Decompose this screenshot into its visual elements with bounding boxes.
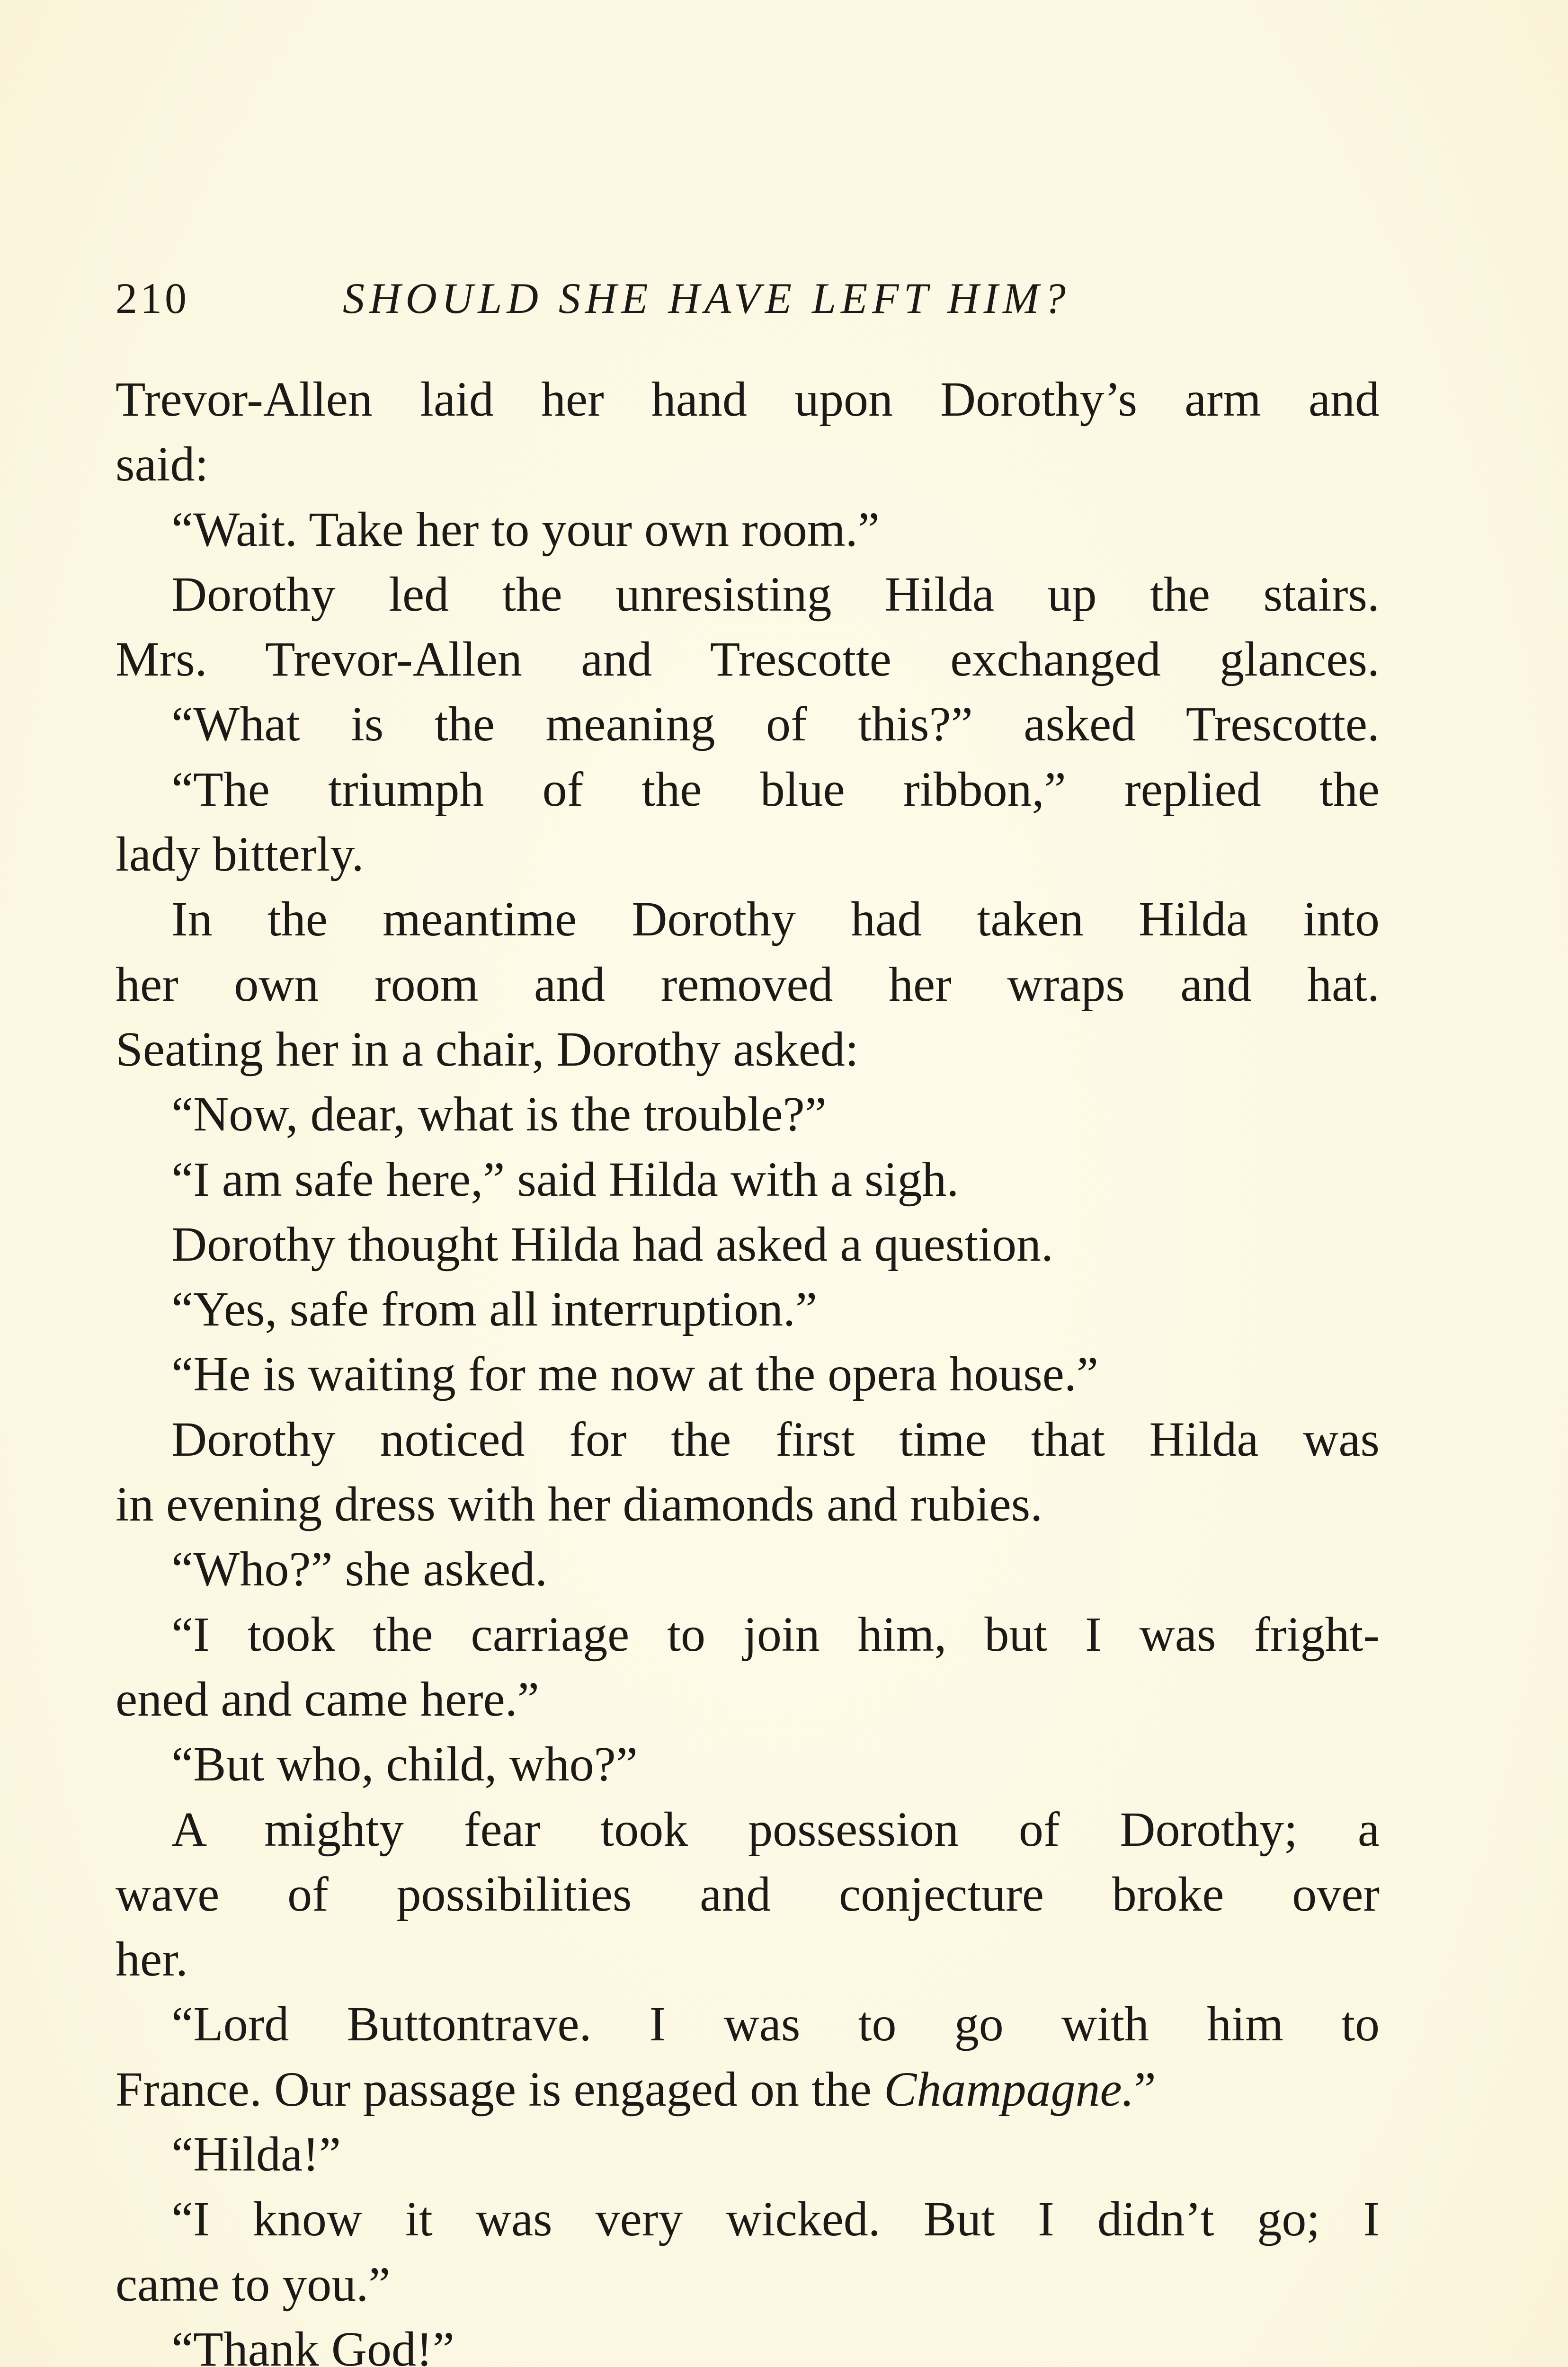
text-line: her. xyxy=(116,1932,188,1987)
text-line: lady bitterly. xyxy=(116,827,364,882)
text-fragment: France. Our passage is engaged on the xyxy=(116,2062,884,2117)
text-line: “But who, child, who?” xyxy=(171,1737,638,1792)
text-line: “Who?” she asked. xyxy=(171,1542,548,1597)
text-line: “He is waiting for me now at the opera house.” xyxy=(171,1347,1099,1402)
text-line: “What is the meaning of this?” asked Trescotte. xyxy=(171,697,1380,752)
text-line: Mrs. Trevor-Allen and Trescotte exchanged glances. xyxy=(116,632,1380,687)
text-line xyxy=(116,2057,1380,2122)
text-line: “I know it was very wicked. But I didn’t go; I xyxy=(171,2192,1380,2247)
text-line: “Lord Buttontrave. I was to go with him to xyxy=(171,1997,1380,2052)
text-line: Dorothy thought Hilda had asked a question. xyxy=(171,1217,1054,1272)
text-line: Dorothy noticed for the first time that Hilda was xyxy=(171,1412,1380,1467)
text-line: her own room and removed her wraps and hat. xyxy=(116,957,1380,1012)
text-line: “Yes, safe from all interruption.” xyxy=(171,1282,818,1337)
closing-quote: ” xyxy=(1134,2062,1156,2117)
text-line: “Hilda!” xyxy=(171,2127,341,2182)
text-line: came to you.” xyxy=(116,2257,391,2312)
running-head: SHOULD SHE HAVE LEFT HIM? xyxy=(343,274,1070,322)
text-line: in evening dress with her diamonds and rubies. xyxy=(116,1477,1043,1532)
text-line: said: xyxy=(116,437,209,492)
text-line: “Thank God!” xyxy=(171,2322,454,2367)
text-line: “Now, dear, what is the trouble?” xyxy=(171,1087,827,1142)
text-line: “I took the carriage to join him, but I was fright- xyxy=(171,1607,1380,1662)
page-header xyxy=(116,270,1488,327)
body-text xyxy=(116,367,1380,2367)
text-line: “Wait. Take her to your own room.” xyxy=(171,502,880,557)
text-line: “I am safe here,” said Hilda with a sigh. xyxy=(171,1152,959,1207)
ship-name: Champagne. xyxy=(884,2062,1134,2117)
text-line: In the meantime Dorothy had taken Hilda into xyxy=(171,892,1380,947)
text-line: Seating her in a chair, Dorothy asked: xyxy=(116,1022,859,1077)
text-line: ened and came here.” xyxy=(116,1672,539,1726)
text-line: Dorothy led the unresisting Hilda up the stairs. xyxy=(171,567,1380,622)
page-number: 210 xyxy=(116,274,189,322)
text-line: Trevor-Allen laid her hand upon Dorothy’s arm and xyxy=(116,372,1380,427)
text-line: wave of possibilities and conjecture broke over xyxy=(116,1867,1380,1922)
text-line: “The triumph of the blue ribbon,” replied the xyxy=(171,762,1380,817)
text-line: A mighty fear took possession of Dorothy; a xyxy=(171,1802,1380,1857)
